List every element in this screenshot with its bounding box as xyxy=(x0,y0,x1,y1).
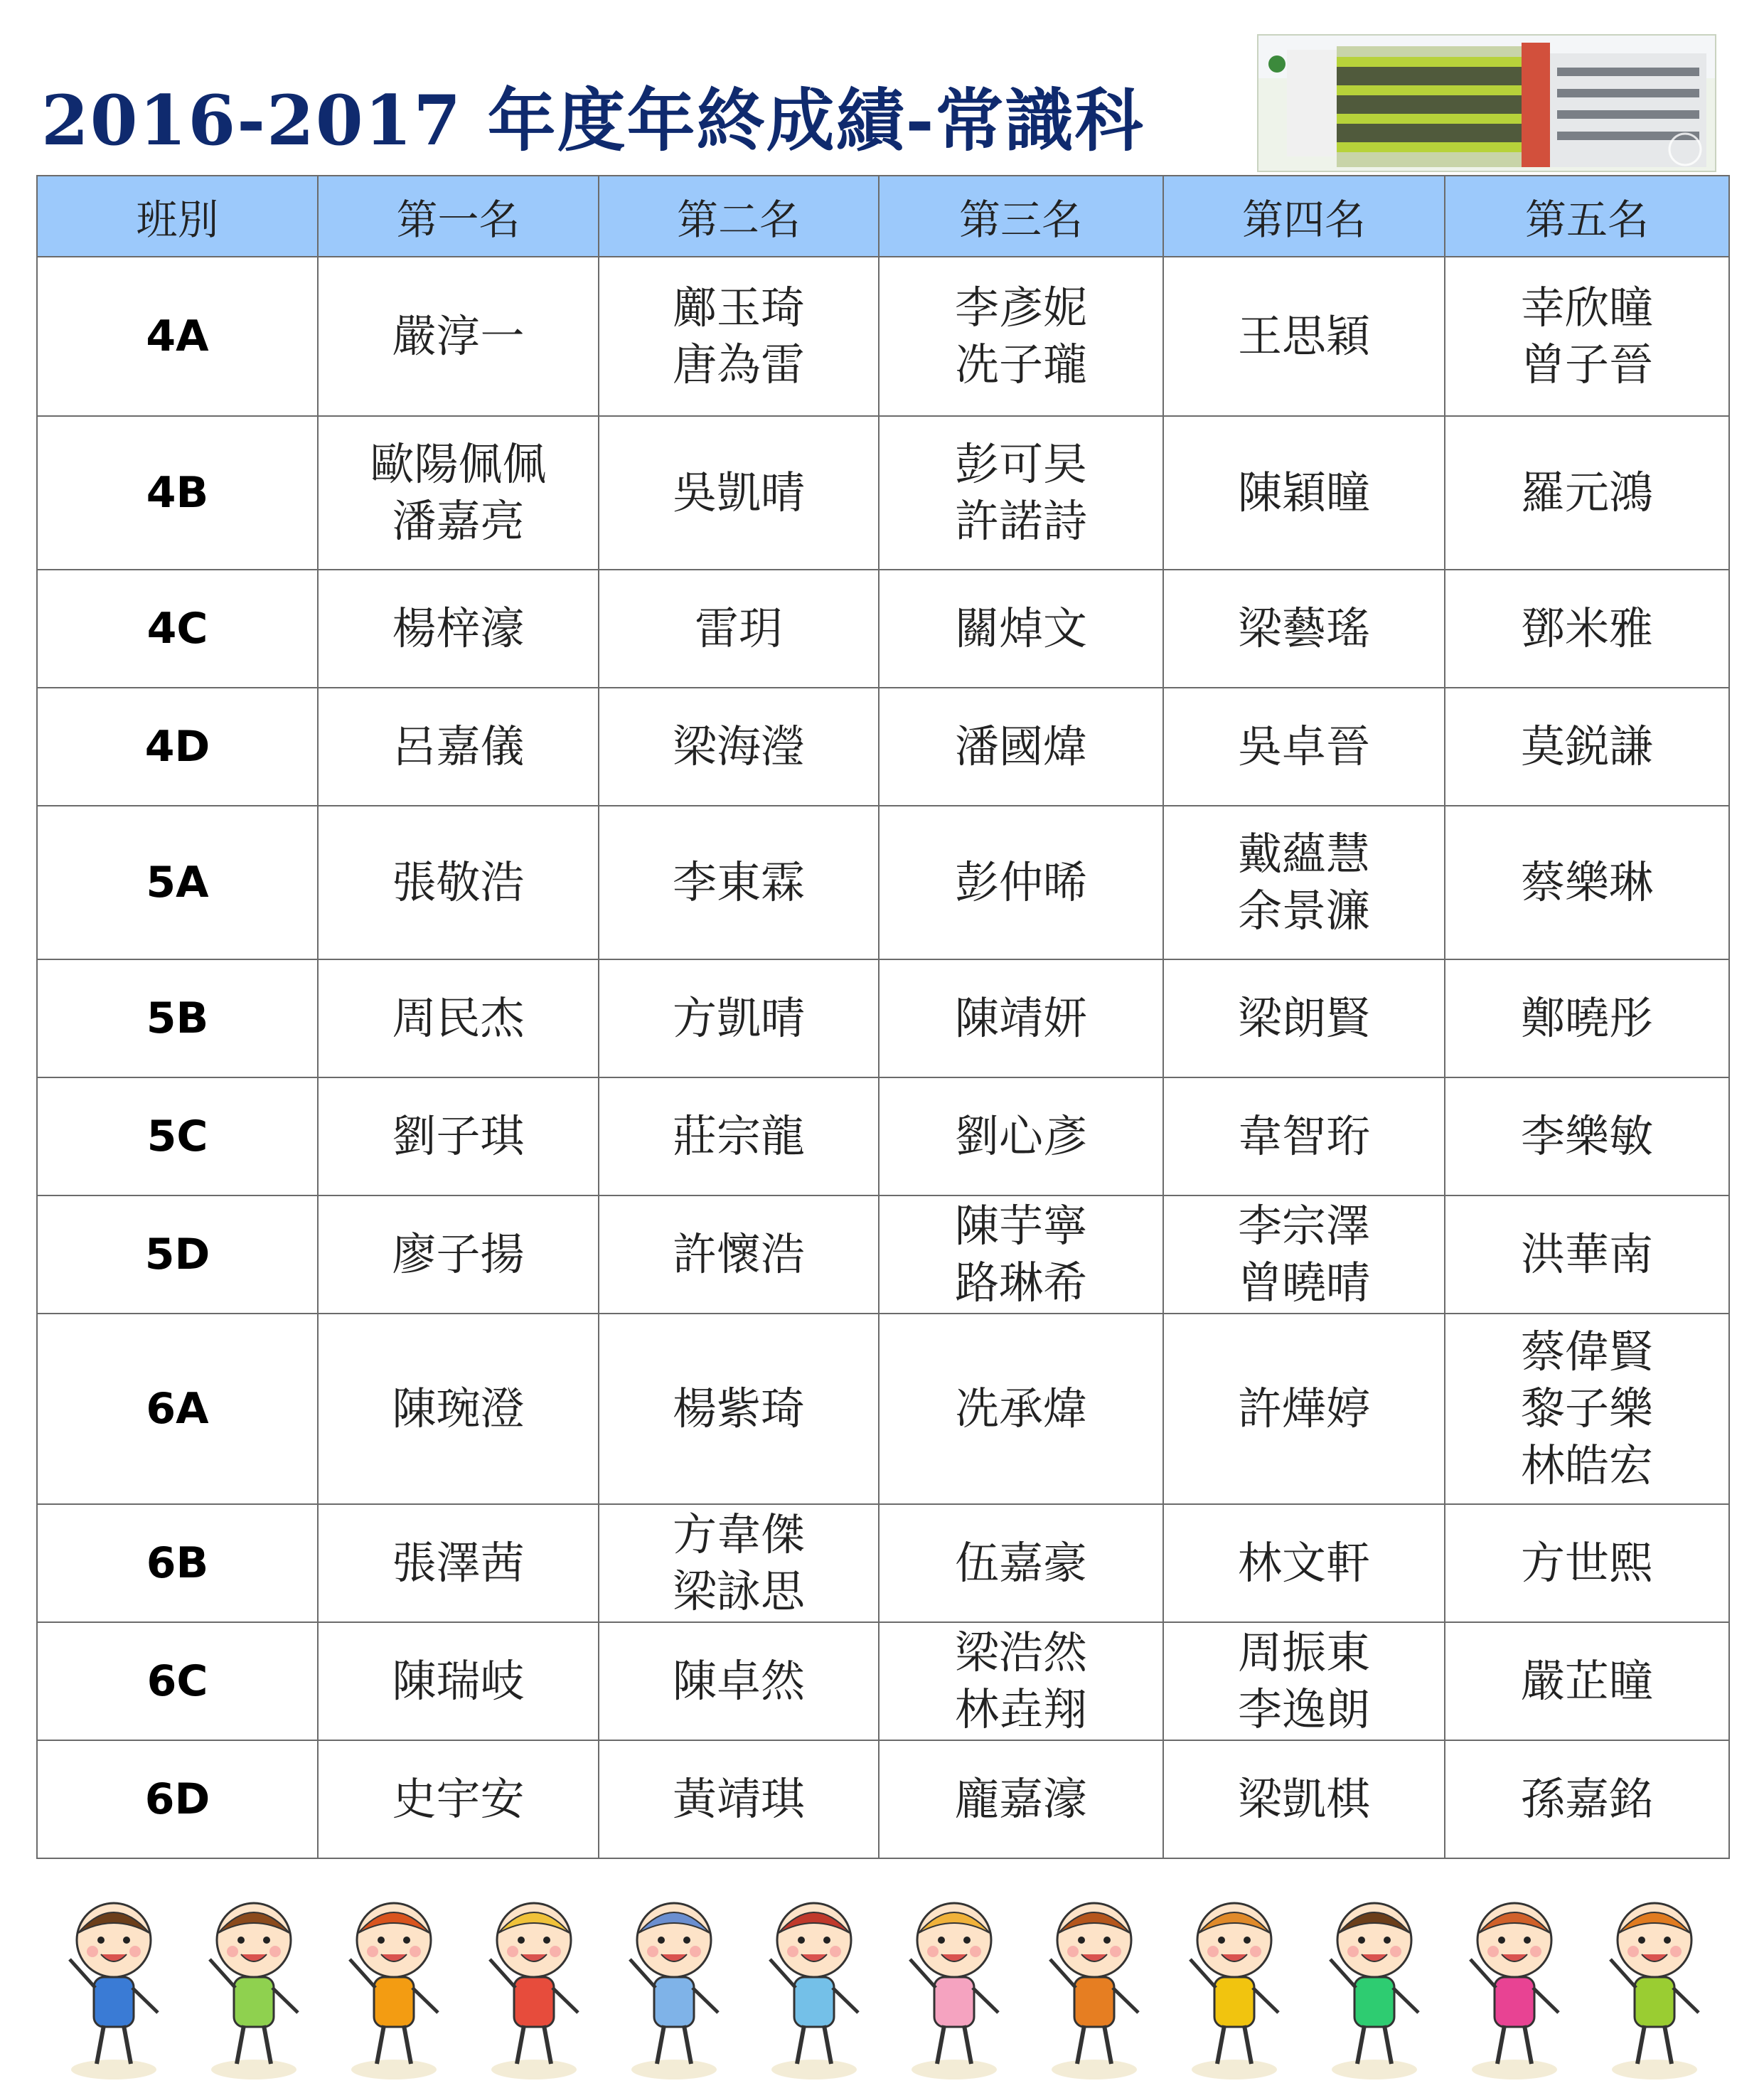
table-row xyxy=(37,1622,1729,1740)
class-cell: 4C xyxy=(37,570,318,688)
student-name: 林文軒 xyxy=(1237,1537,1370,1589)
student-name: 王思穎 xyxy=(1237,310,1370,362)
rank-4-cell xyxy=(1163,1077,1445,1195)
rank-2-cell xyxy=(599,959,879,1077)
student-name: 黎子樂 xyxy=(1520,1383,1653,1434)
student-name: 鄧米雅 xyxy=(1520,602,1653,654)
rank-3-cell xyxy=(879,1622,1163,1740)
table-row xyxy=(37,959,1729,1077)
rank-1-cell xyxy=(318,1504,599,1622)
rank-4-cell xyxy=(1163,806,1445,959)
student-name: 李逸朗 xyxy=(1237,1683,1370,1735)
rank-1-cell xyxy=(318,570,599,688)
student-name: 韋智珩 xyxy=(1237,1110,1370,1162)
student-name: 路琳希 xyxy=(954,1257,1087,1309)
student-name: 孫嘉銘 xyxy=(1520,1773,1653,1825)
student-name: 陳琬澄 xyxy=(392,1383,525,1434)
table-row xyxy=(37,1504,1729,1622)
rank-5-cell xyxy=(1445,1077,1729,1195)
rank-1-cell xyxy=(318,416,599,570)
student-name: 梁浩然 xyxy=(954,1626,1087,1678)
cartoon-child xyxy=(70,1903,158,2079)
rank-2-cell xyxy=(599,1077,879,1195)
cartoon-child xyxy=(1470,1903,1559,2079)
student-name: 李樂敏 xyxy=(1520,1110,1653,1162)
student-name: 鄺玉琦 xyxy=(672,282,805,334)
rank-5-cell xyxy=(1445,257,1729,416)
student-name: 劉心彥 xyxy=(954,1110,1087,1162)
table-row xyxy=(37,1077,1729,1195)
student-name: 李彥妮 xyxy=(954,282,1087,334)
rank-2-cell xyxy=(599,806,879,959)
student-name: 劉子琪 xyxy=(392,1110,525,1162)
class-cell: 6B xyxy=(37,1504,318,1622)
student-name: 鄭曉彤 xyxy=(1520,992,1653,1044)
rank-1-cell xyxy=(318,1740,599,1858)
rank-1-cell xyxy=(318,806,599,959)
rank-3-cell xyxy=(879,570,1163,688)
student-name: 李宗澤 xyxy=(1237,1200,1370,1252)
student-name: 潘嘉亮 xyxy=(392,495,525,547)
cartoon-child xyxy=(1330,1903,1418,2079)
rank-3-cell xyxy=(879,806,1163,959)
rank-5-cell xyxy=(1445,1622,1729,1740)
student-name: 余景濂 xyxy=(1237,885,1370,937)
student-name: 許懷浩 xyxy=(672,1228,805,1280)
page-title: 2016-2017 年度年終成績-常識科 xyxy=(41,80,1145,161)
rank-3-cell xyxy=(879,1195,1163,1314)
student-name: 羅元鴻 xyxy=(1520,467,1653,518)
cartoon-child xyxy=(1610,1903,1699,2079)
header-rank-1: 第一名 xyxy=(318,176,599,257)
student-name: 楊紫琦 xyxy=(672,1383,805,1434)
rank-4-cell xyxy=(1163,257,1445,416)
header-rank-2: 第二名 xyxy=(599,176,879,257)
student-name: 曾子晉 xyxy=(1520,339,1653,390)
student-name: 張敬浩 xyxy=(392,856,525,908)
rank-1-cell xyxy=(318,1195,599,1314)
results-body xyxy=(37,257,1729,1858)
rank-4-cell xyxy=(1163,570,1445,688)
student-name: 梁朗賢 xyxy=(1237,992,1370,1044)
rank-2-cell xyxy=(599,1195,879,1314)
rank-4-cell xyxy=(1163,1195,1445,1314)
cartoon-child xyxy=(630,1903,718,2079)
rank-3-cell xyxy=(879,416,1163,570)
student-name: 唐為雷 xyxy=(672,339,805,390)
student-name: 周民杰 xyxy=(392,992,525,1044)
table-row xyxy=(37,806,1729,959)
student-name: 歐陽佩佩 xyxy=(370,438,547,490)
rank-4-cell xyxy=(1163,1740,1445,1858)
rank-1-cell xyxy=(318,257,599,416)
rank-2-cell xyxy=(599,1314,879,1504)
student-name: 許諾詩 xyxy=(954,495,1087,547)
student-name: 周振東 xyxy=(1237,1626,1370,1678)
header-rank-5: 第五名 xyxy=(1445,176,1729,257)
student-name: 吳凱晴 xyxy=(672,467,805,518)
rank-1-cell xyxy=(318,688,599,806)
student-name: 林皓宏 xyxy=(1520,1439,1653,1491)
table-row xyxy=(37,1195,1729,1314)
student-name: 吳卓晉 xyxy=(1237,720,1370,772)
student-name: 嚴芷瞳 xyxy=(1520,1655,1653,1707)
student-name: 陳穎瞳 xyxy=(1237,467,1370,518)
student-name: 梁海瀅 xyxy=(672,720,805,772)
student-name: 戴蘊慧 xyxy=(1237,828,1370,880)
class-cell: 5D xyxy=(37,1195,318,1314)
table-row xyxy=(37,257,1729,416)
header-row xyxy=(37,176,1729,257)
rank-2-cell xyxy=(599,1504,879,1622)
student-name: 蔡樂琳 xyxy=(1520,856,1653,908)
student-name: 曾曉晴 xyxy=(1237,1257,1370,1309)
cartoon-child xyxy=(210,1903,298,2079)
student-name: 彭仲晞 xyxy=(954,856,1087,908)
rank-3-cell xyxy=(879,1740,1163,1858)
student-name: 廖子揚 xyxy=(392,1228,525,1280)
student-name: 冼子瓏 xyxy=(954,339,1087,390)
header-class: 班別 xyxy=(37,176,318,257)
student-name: 呂嘉儀 xyxy=(392,720,525,772)
student-name: 黃靖琪 xyxy=(672,1773,805,1825)
class-cell: 6C xyxy=(37,1622,318,1740)
table-row xyxy=(37,688,1729,806)
rank-5-cell xyxy=(1445,959,1729,1077)
class-cell: 5C xyxy=(37,1077,318,1195)
rank-5-cell xyxy=(1445,1314,1729,1504)
rank-4-cell xyxy=(1163,1622,1445,1740)
student-name: 幸欣瞳 xyxy=(1520,282,1653,334)
student-name: 陳靖妍 xyxy=(954,992,1087,1044)
student-name: 冼承煒 xyxy=(954,1383,1087,1434)
student-name: 陳芋寧 xyxy=(954,1200,1087,1252)
cartoon-child xyxy=(350,1903,438,2079)
rank-3-cell xyxy=(879,257,1163,416)
rank-4-cell xyxy=(1163,1314,1445,1504)
table-row xyxy=(37,416,1729,570)
rank-3-cell xyxy=(879,1504,1163,1622)
class-cell: 6D xyxy=(37,1740,318,1858)
results-table xyxy=(36,175,1730,1859)
class-cell: 5A xyxy=(37,806,318,959)
student-name: 蔡偉賢 xyxy=(1520,1326,1653,1378)
student-name: 李東霖 xyxy=(672,856,805,908)
student-name: 梁凱棋 xyxy=(1237,1773,1370,1825)
header-rank-4: 第四名 xyxy=(1163,176,1445,257)
rank-5-cell xyxy=(1445,806,1729,959)
student-name: 張澤茜 xyxy=(392,1537,525,1589)
rank-5-cell xyxy=(1445,1195,1729,1314)
class-cell: 4A xyxy=(37,257,318,416)
class-cell: 6A xyxy=(37,1314,318,1504)
student-name: 方凱晴 xyxy=(672,992,805,1044)
student-name: 史宇安 xyxy=(392,1773,525,1825)
table-row xyxy=(37,570,1729,688)
header-rank-3: 第三名 xyxy=(879,176,1163,257)
rank-3-cell xyxy=(879,1077,1163,1195)
student-name: 洪華南 xyxy=(1520,1228,1653,1280)
student-name: 潘國煒 xyxy=(954,720,1087,772)
student-name: 雷玥 xyxy=(694,602,783,654)
school-building-photo xyxy=(1257,34,1716,172)
rank-5-cell xyxy=(1445,570,1729,688)
student-name: 方韋傑 xyxy=(672,1508,805,1560)
class-cell: 4D xyxy=(37,688,318,806)
rank-2-cell xyxy=(599,257,879,416)
rank-4-cell xyxy=(1163,416,1445,570)
cartoon-child xyxy=(490,1903,578,2079)
class-cell: 4B xyxy=(37,416,318,570)
rank-1-cell xyxy=(318,1622,599,1740)
student-name: 莊宗龍 xyxy=(672,1110,805,1162)
cartoon-child xyxy=(1050,1903,1138,2079)
table-row xyxy=(37,1314,1729,1504)
cartoon-child xyxy=(770,1903,858,2079)
cartoon-child xyxy=(910,1903,998,2079)
rank-3-cell xyxy=(879,959,1163,1077)
rank-1-cell xyxy=(318,1077,599,1195)
table-row xyxy=(37,1740,1729,1858)
rank-2-cell xyxy=(599,416,879,570)
rank-2-cell xyxy=(599,688,879,806)
rank-2-cell xyxy=(599,1740,879,1858)
rank-5-cell xyxy=(1445,1740,1729,1858)
rank-1-cell xyxy=(318,1314,599,1504)
rank-2-cell xyxy=(599,1622,879,1740)
rank-5-cell xyxy=(1445,1504,1729,1622)
student-name: 林垚翔 xyxy=(954,1683,1087,1735)
student-name: 伍嘉豪 xyxy=(954,1537,1087,1589)
rank-5-cell xyxy=(1445,688,1729,806)
rank-1-cell xyxy=(318,959,599,1077)
student-name: 方世熙 xyxy=(1520,1537,1653,1589)
student-name: 關焯文 xyxy=(954,602,1087,654)
student-name: 龐嘉濠 xyxy=(954,1773,1087,1825)
student-name: 許燁婷 xyxy=(1237,1383,1370,1434)
rank-5-cell xyxy=(1445,416,1729,570)
cartoon-child xyxy=(1190,1903,1278,2079)
rank-2-cell xyxy=(599,570,879,688)
student-name: 楊梓濠 xyxy=(392,602,525,654)
class-cell: 5B xyxy=(37,959,318,1077)
student-name: 莫鋭謙 xyxy=(1520,720,1653,772)
student-name: 嚴淳一 xyxy=(392,310,525,362)
cartoon-children-banner xyxy=(43,1878,1721,2084)
rank-4-cell xyxy=(1163,1504,1445,1622)
rank-3-cell xyxy=(879,688,1163,806)
student-name: 梁藝瑤 xyxy=(1237,602,1370,654)
student-name: 陳瑞岐 xyxy=(392,1655,525,1707)
rank-3-cell xyxy=(879,1314,1163,1504)
student-name: 彭可旲 xyxy=(954,438,1087,490)
student-name: 陳卓然 xyxy=(672,1655,805,1707)
rank-4-cell xyxy=(1163,688,1445,806)
student-name: 梁詠思 xyxy=(672,1565,805,1617)
rank-4-cell xyxy=(1163,959,1445,1077)
